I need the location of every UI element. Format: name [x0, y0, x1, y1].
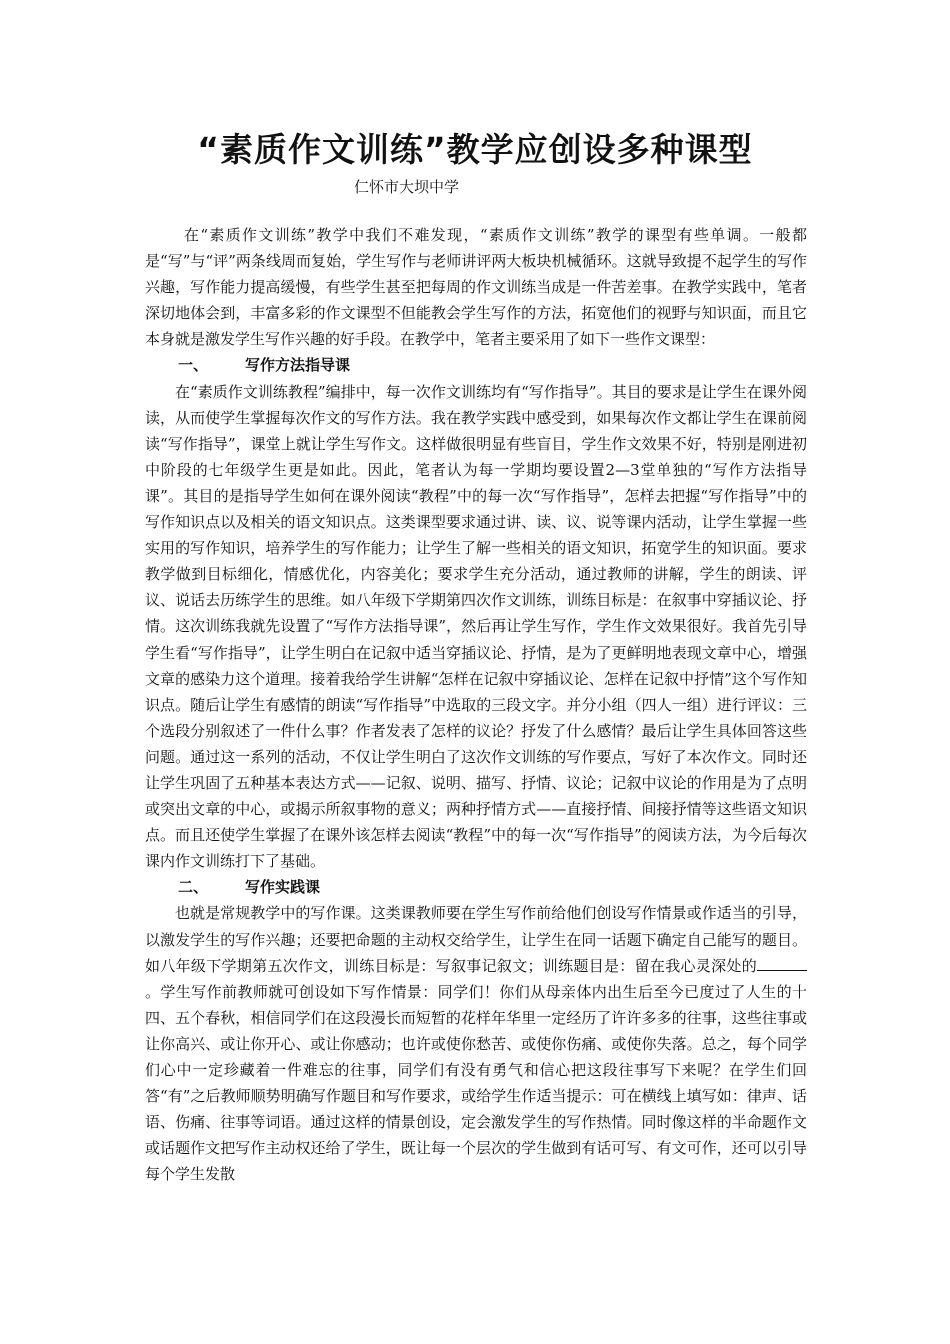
section-heading-1	[145, 352, 807, 378]
section-1-paragraph: 在“素质作文训练教程”编排中，每一次作文训练均有“写作指导”。其目的要求是让学生在课外阅读，从而使学生掌握每次作文的写作方法。我在教学实践中感受到，如果每次作文都让学生在课前阅读“写作指导”，课堂上就让学生写作文。这样做很明显有些盲目，学生作文效果不好，特别是刚进初中阶段的七年级学生更是如此。因此，笔者认为每一学期均要设置2—3堂单独的“写作方法指导课”。其目的是指导学生如何在课外阅读“教程”中的每一次“写作指导”，怎样去把握“写作指导”中的写作知识点以及相关的语文知识点。这类课型要求通过讲、读、议、说等课内活动，让学生掌握一些实用的写作知识，培养学生的写作能力；让学生了解一些相关的语文知识，拓宽学生的知识面。要求教学做到目标细化，情感优化，内容美化；要求学生充分活动，通过教师的讲解，学生的朗读、评议、说话去历练学生的思维。如八年级下学期第四次作文训练，训练目标是：在叙事中穿插议论、抒情。这次训练我就先设置了“写作方法指导课”，然后再让学生写作，学生作文效果很好。我首先引导学生看“写作指导”，让学生明白在记叙中适当穿插议论、抒情，是为了更鲜明地表现文章中心，增强文章的感染力这个道理。接着我给学生讲解“怎样在记叙中穿插议论、怎样在记叙中抒情”这个写作知识点。随后让学生有感情的朗读“写作指导”中选取的三段文字。并分小组（四人一组）进行评议：三个选段分别叙述了一件什么事？作者发表了怎样的议论？抒发了什么感情？最后让学生具体回答这些问题。通过这一系列的活动，不仅让学生明白了这次作文训练的写作要点，写好了本次作文。同时还让学生巩固了五种基本表达方式——记叙、说明、描写、抒情、议论；记叙中议论的作用是为了点明或突出文章的中心，或揭示所叙事物的意义；两种抒情方式——直接抒情、间接抒情等这些语文知识点。而且还使学生掌握了在课外该怎样去阅读“教程”中的每一次“写作指导”的阅读方法，为今后每次课内作文训练打下了基础。	[145, 382, 807, 871]
section-number: 一、	[178, 356, 209, 375]
section-title: 写作方法指导课	[245, 356, 351, 375]
section-2-text-part1: 也就是常规教学中的写作课。这类课教师要在学生写作前给他们创设写作情景或作适当的引导，以激发学生的写作兴趣；还要把命题的主动权交给学生，让学生在同一话题下确定自己能写的题目。如八年级下学期第五次作文，训练目标是：写叙事记叙文；训练题目是：留在我心灵深处的	[145, 904, 807, 975]
author-line: 仁怀市大坝中学	[354, 178, 460, 196]
intro-paragraph: 在“素质作文训练”教学中我们不难发现，“素质作文训练”教学的课型有些单调。一般都是“写”与“评”两条线周而复始，学生写作与老师讲评两大板块机械循环。这就导致提不起学生的写作兴趣，写作能力提高缓慢，有些学生甚至把每周的作文训练当成是一件苦差事。在教学实践中，笔者深切地体会到，丰富多彩的作文课型不但能教会学生写作的方法，拓宽他们的视野与知识面，而且它本身就是激发学生写作兴趣的好手段。在教学中，笔者主要采用了如下一些作文课型：	[145, 226, 807, 349]
section-heading-2	[145, 874, 807, 900]
document-title: “素质作文训练”教学应创设多种课型	[197, 130, 753, 169]
section-2-text-part2: 。学生写作前教师就可创设如下写作情景：同学们！你们从母亲体内出生后至今已度过了人生的十四、五个春秋，相信同学们在这段漫长而短暂的花样年华里一定经历了许许多多的往事，这些往事或让你高兴、或让你开心、或让你感动；也许或使你愁苦、或使你伤痛、或使你失落。总之，每个同学们心中一定珍藏着一件难忘的往事，同学们有没有勇气和信心把这段往事写下来呢？在学生们回答“有”之后教师顺势明确写作题目和写作要求，或给学生作适当提示：可在横线上填写如：律声、话语、伤痛、往事等词语。通过这样的情景创设，定会激发学生的写作热情。同时像这样的半命题作文或话题作文把写作主动权还给了学生，既让每一个层次的学生做到有话可写、有文可作，还可以引导每个学生发散	[145, 982, 807, 1184]
document-body	[145, 222, 807, 1187]
section-2-paragraph	[145, 900, 807, 1187]
section-title: 写作实践课	[245, 878, 321, 897]
section-number: 二、	[178, 878, 209, 897]
fill-in-blank	[757, 955, 807, 971]
